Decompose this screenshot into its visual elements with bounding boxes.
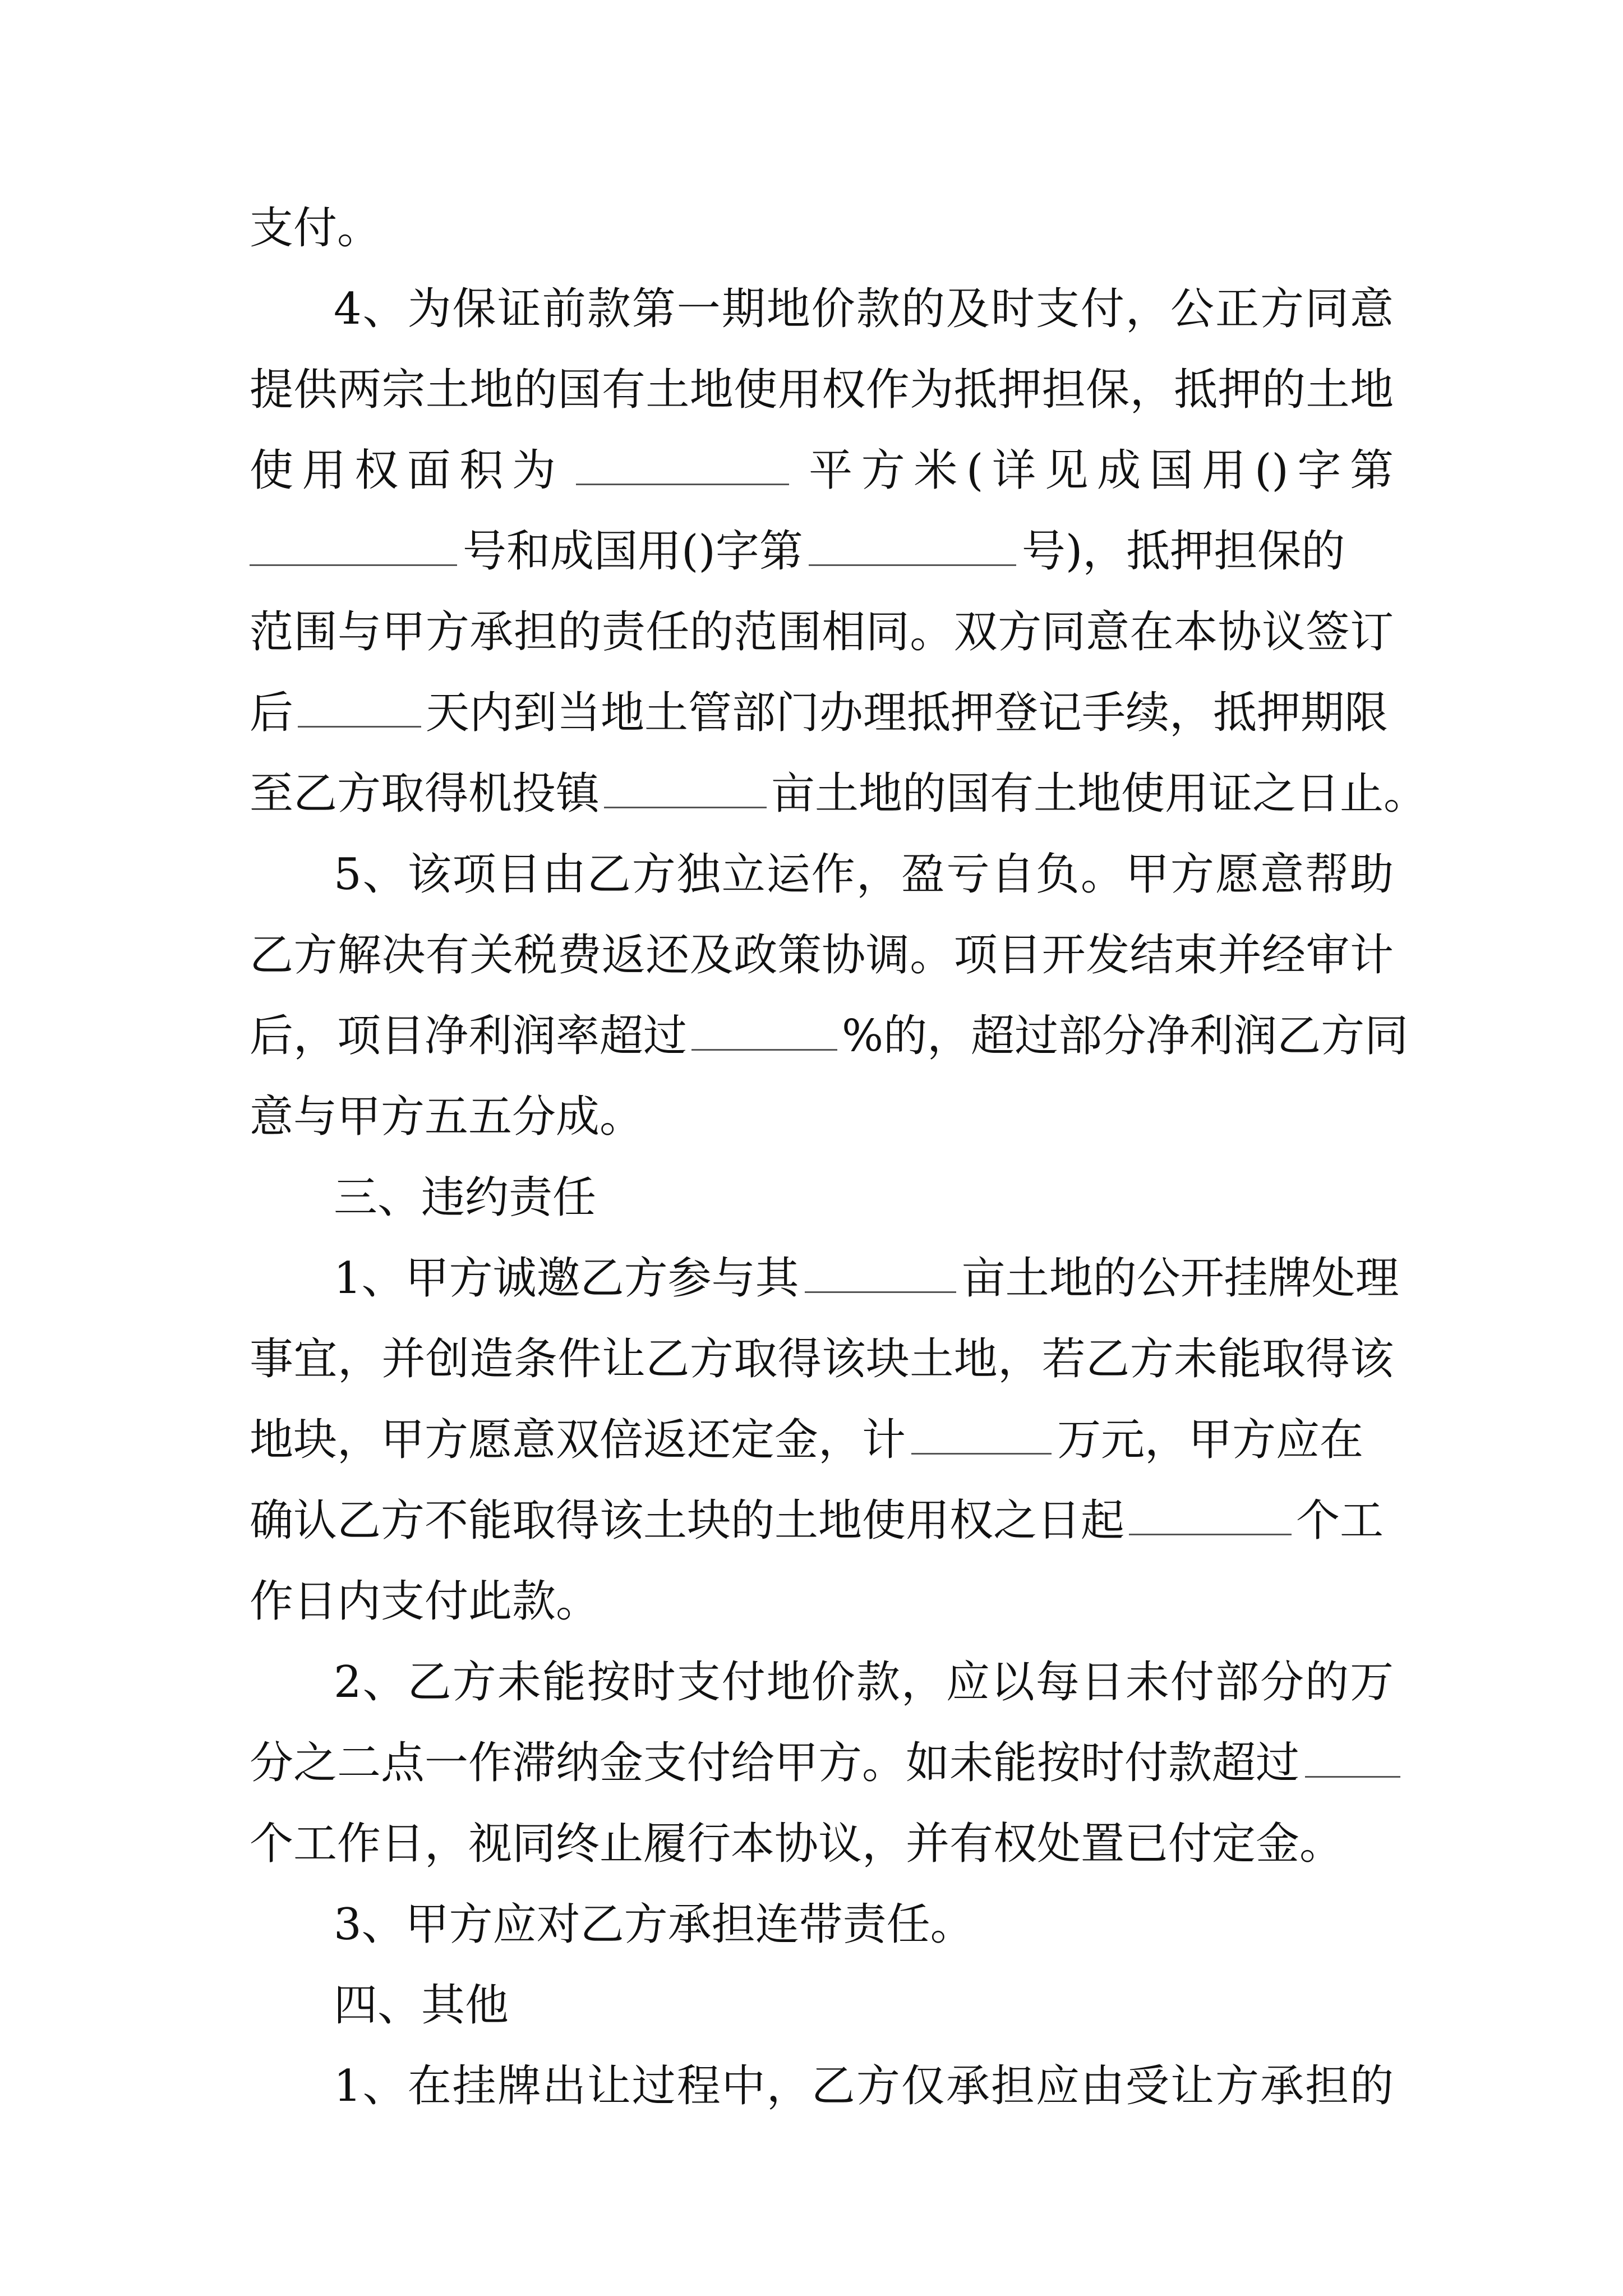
- text-line: 3、甲方应对乙方承担连带责任。: [334, 1899, 974, 1950]
- fill-blank: [298, 687, 421, 728]
- text-line: 地块，甲方愿意双倍返还定金，计 万元，甲方应在: [250, 1415, 1364, 1465]
- fill-blank: [691, 1010, 837, 1051]
- fill-blank: [805, 1252, 956, 1293]
- fill-blank: [809, 525, 1016, 566]
- section-heading: 三、违约责任: [334, 1172, 597, 1223]
- text-line: 意与甲方五五分成。: [250, 1092, 644, 1142]
- text-line: 支付。: [250, 203, 381, 254]
- text-line: 确认乙方不能取得该土块的土地使用权之日起 个工: [250, 1496, 1384, 1546]
- fill-blank: [250, 525, 457, 566]
- text-line: 4、为保证前款第一期地价款的及时支付，公正方同意: [334, 284, 1394, 334]
- text-line: 5、该项目由乙方独立运作，盈亏自负。甲方愿意帮助: [334, 849, 1394, 900]
- fill-blank: [604, 767, 767, 808]
- text-line: 作日内支付此款。: [250, 1576, 600, 1627]
- text-line: 个工作日，视同终止履行本协议，并有权处置已付定金。: [250, 1819, 1344, 1869]
- section-heading: 四、其他: [334, 1980, 509, 2031]
- text-line: 后，项目净利润率超过 %的，超过部分净利润乙方同: [250, 1011, 1409, 1061]
- text-line: 使用权面积为 平方米(详见成国用()字第: [250, 445, 1394, 496]
- text-line: 事宜，并创造条件让乙方取得该块土地，若乙方未能取得该: [250, 1334, 1394, 1384]
- text-line: 1、甲方诚邀乙方参与其 亩土地的公开挂牌处理: [334, 1253, 1399, 1304]
- text-line: 范围与甲方承担的责任的范围相同。双方同意在本协议签订: [250, 607, 1394, 657]
- text-line: 分之二点一作滞纳金支付给甲方。如未能按时付款超过: [250, 1724, 1394, 1802]
- fill-blank: [1305, 1737, 1400, 1778]
- text-line: 号和成国用()字第 号)，抵押担保的: [250, 512, 1394, 591]
- text-line: 乙方解决有关税费返还及政策协调。项目开发结束并经审计: [250, 930, 1394, 981]
- fill-blank: [911, 1414, 1052, 1455]
- text-line: 提供两宗土地的国有土地使用权作为抵押担保，抵押的土地: [250, 365, 1394, 415]
- text-line: 至乙方取得机投镇 亩土地的国有土地使用证之日止。: [250, 769, 1428, 819]
- text-line: 2、乙方未能按时支付地价款，应以每日未付部分的万: [334, 1657, 1394, 1708]
- text-line: 后 天内到当地土管部门办理抵押登记手续，抵押期限: [250, 688, 1389, 738]
- text-line: 1、在挂牌出让过程中，乙方仅承担应由受让方承担的: [334, 2061, 1394, 2111]
- fill-blank: [1129, 1494, 1292, 1535]
- fill-blank: [576, 444, 789, 485]
